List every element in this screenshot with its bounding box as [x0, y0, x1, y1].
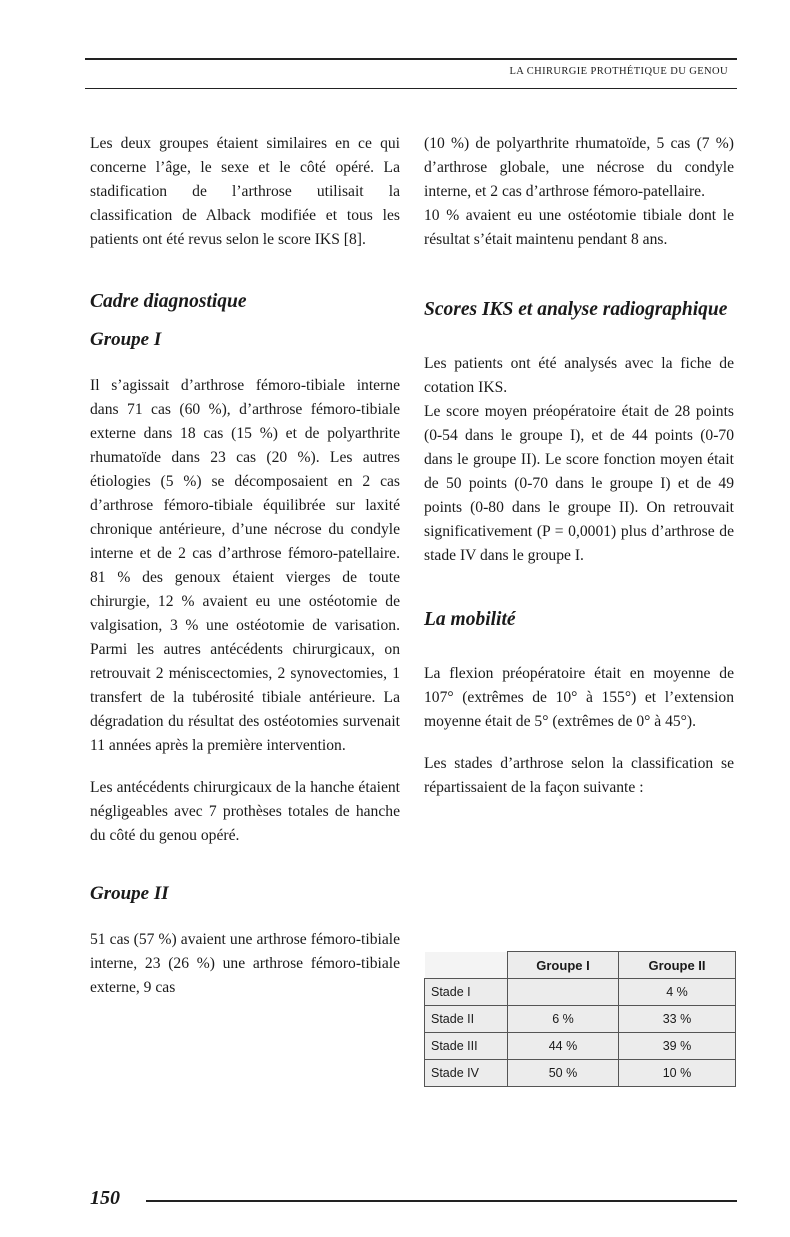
table-cell: 50 %	[508, 1060, 619, 1087]
footer-rule	[146, 1200, 737, 1202]
table-row	[425, 1060, 736, 1087]
table-cell: 4 %	[618, 979, 735, 1006]
section-heading-scores: Scores IKS et analyse radiographique	[424, 299, 728, 320]
header-rule-bottom	[85, 88, 737, 89]
table-row	[425, 1006, 736, 1033]
running-title: LA CHIRURGIE PROTHÉTIQUE DU GENOU	[509, 66, 728, 77]
paragraph: (10 %) de polyarthrite rhumatoïde, 5 cas (7 %) d’arthrose globale, une nécrose du condyle interne, et 2 cas d’arthrose fémoro-patellaire.	[424, 135, 734, 200]
paragraph: Les antécédents chirurgicaux de la hanche étaient négligeables avec 7 prothèses totales de hanche du côté du genou opéré.	[90, 779, 400, 844]
table-cell: Stade IV	[425, 1060, 508, 1087]
table-cell: 39 %	[618, 1033, 735, 1060]
header-rule-top	[85, 58, 737, 60]
left-column	[90, 132, 400, 1000]
table-cell	[508, 979, 619, 1006]
stades-table	[424, 951, 736, 1087]
section-heading-cadre: Cadre diagnostique	[90, 291, 247, 312]
paragraph: Le score moyen préopératoire était de 28 points (0-54 dans le groupe I), et de 44 points (0-70 dans le groupe II). Le score fonction moyen était de 50 points (0-70 dans le groupe I) et de 49 points (0-80 dans le groupe II). On retrouvait significativement (P = 0,0001) plus d’arthrose de stade IV dans le groupe I.	[424, 403, 734, 564]
paragraph: Les patients ont été analysés avec la fiche de cotation IKS.	[424, 355, 734, 396]
paragraph: 51 cas (57 %) avaient une arthrose fémoro-tibiale interne, 23 (26 %) une arthrose fémoro-tibiale externe, 9 cas	[90, 931, 400, 996]
table-cell: 10 %	[618, 1060, 735, 1087]
paragraph: Il s’agissait d’arthrose fémoro-tibiale interne dans 71 cas (60 %), d’arthrose fémoro-tibiale externe dans 18 cas (15 %) et de polyarthrite rhumatoïde dans 23 cas (20 %). Les autres étiologies (5 %) se décomposaient en 2 cas d’arthrose fémoro-tibiale équilibrée sur laxité chronique antérieure, d’une nécrose du condyle interne et de 2 cas d’arthrose fémoro-patellaire. 81 % des genoux étaient vierges de toute chirurgie, 12 % avaient eu une ostéotomie de valgisation, 3 % une ostéotomie de varisation. Parmi les autres antécédents chirurgicaux, on retrouvait 2 méniscectomies, 2 synovectomies, 1 transfert de la tubérosité tibiale antérieure. La dégradation du résultat des ostéotomies survenait 11 années après la première intervention.	[90, 377, 400, 754]
table-cell: 33 %	[618, 1006, 735, 1033]
table-cell: 44 %	[508, 1033, 619, 1060]
table-header-cell: Groupe I	[508, 952, 619, 979]
data-table	[424, 951, 736, 1087]
subsection-heading-groupe-2: Groupe II	[90, 883, 169, 904]
table-cell: Stade II	[425, 1006, 508, 1033]
table-cell: Stade I	[425, 979, 508, 1006]
table-header-cell	[425, 952, 508, 979]
table-cell: Stade III	[425, 1033, 508, 1060]
table-header-row	[425, 952, 736, 979]
table-row	[425, 979, 736, 1006]
table-row	[425, 1033, 736, 1060]
table-cell: 6 %	[508, 1006, 619, 1033]
right-column	[424, 132, 734, 800]
subsection-heading-groupe-1: Groupe I	[90, 329, 162, 350]
paragraph: 10 % avaient eu une ostéotomie tibiale dont le résultat s’était maintenu pendant 8 ans.	[424, 207, 734, 248]
paragraph: Les deux groupes étaient similaires en ce qui concerne l’âge, le sexe et le côté opéré. La stadification de l’arthrose utilisait la classification de Alback modifiée et tous les patients ont été revus selon le score IKS [8].	[90, 135, 400, 248]
section-heading-mobilite: La mobilité	[424, 609, 516, 630]
table-header-cell: Groupe II	[618, 952, 735, 979]
paragraph: Les stades d’arthrose selon la classification se répartissaient de la façon suivante :	[424, 755, 734, 796]
paragraph: La flexion préopératoire était en moyenne de 107° (extrêmes de 10° à 155°) et l’extension moyenne était de 5° (extrêmes de 0° à 45°).	[424, 665, 734, 730]
page-number: 150	[90, 1187, 120, 1209]
